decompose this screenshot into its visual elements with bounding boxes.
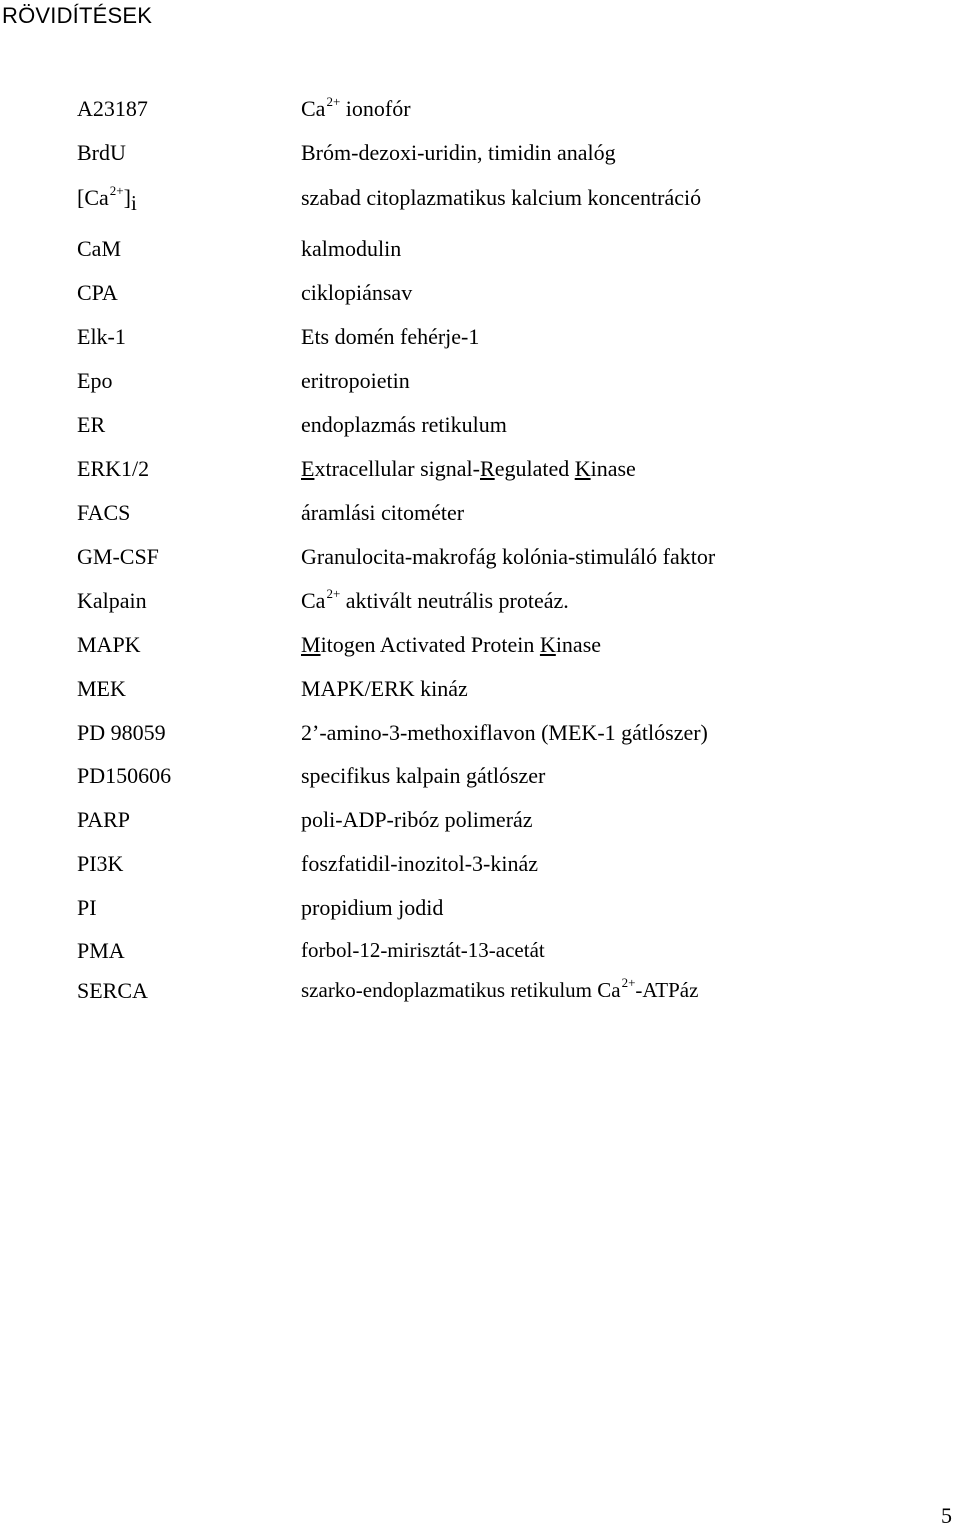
abbreviation-definition <box>301 588 569 614</box>
superscript: 2+ <box>109 183 124 198</box>
definition-text: inase <box>590 456 636 481</box>
abbreviation-term: PARP <box>77 807 131 832</box>
definition-text: itogen Activated Protein <box>320 632 540 657</box>
abbreviation-definition: endoplazmás retikulum <box>301 412 507 437</box>
underlined-letter: R <box>480 456 495 481</box>
abbreviation-term: MEK <box>77 676 126 701</box>
abbreviation-row <box>0 807 960 837</box>
abbreviation-row <box>0 632 960 662</box>
abbreviation-row <box>0 140 960 170</box>
underlined-letter: E <box>301 456 315 481</box>
underlined-letter: K <box>539 632 556 657</box>
abbreviation-term: GM-CSF <box>77 544 159 569</box>
abbreviation-row <box>0 96 960 126</box>
definition-text: ionofór <box>340 96 411 121</box>
abbreviation-definition <box>301 456 636 482</box>
page-title: RÖVIDÍTÉSEK <box>2 3 153 28</box>
page-number: 5 <box>941 1503 952 1528</box>
abbreviation-term: Elk-1 <box>77 324 126 349</box>
abbreviation-definition <box>301 632 601 658</box>
abbreviation-definition: Ets domén fehérje-1 <box>301 324 480 349</box>
definition-text: xtracellular signal- <box>314 456 480 481</box>
abbreviation-definition: szabad citoplazmatikus kalcium koncentráció <box>301 185 702 210</box>
abbreviation-term: ERK1/2 <box>77 456 150 481</box>
abbreviation-definition: MAPK/ERK kináz <box>301 676 468 701</box>
abbreviation-row <box>0 280 960 310</box>
abbreviation-term: ER <box>77 412 106 437</box>
abbreviation-term: CaM <box>77 236 121 261</box>
definition-text: inase <box>555 632 602 657</box>
term-text: ] <box>123 185 131 210</box>
abbreviation-term: PD150606 <box>77 763 172 788</box>
abbreviation-row <box>0 588 960 618</box>
definition-text: Ca <box>301 588 326 613</box>
abbreviation-term: PMA <box>77 938 125 963</box>
definition-text: -ATPáz <box>635 978 699 1002</box>
superscript: 2+ <box>326 586 341 601</box>
definition-text: egulated <box>494 456 575 481</box>
abbreviation-definition: 2’-amino-3-methoxiflavon (MEK-1 gátlószer) <box>301 720 708 745</box>
abbreviation-row <box>0 185 960 215</box>
abbreviation-definition: eritropoietin <box>301 368 410 393</box>
superscript: 2+ <box>326 94 341 109</box>
abbreviation-term: MAPK <box>77 632 141 657</box>
underlined-letter: K <box>574 456 591 481</box>
abbreviation-term: PI3K <box>77 851 124 876</box>
abbreviation-term: PI <box>77 895 97 920</box>
abbreviation-term: FACS <box>77 500 131 525</box>
abbreviation-term: SERCA <box>77 978 148 1003</box>
superscript: 2+ <box>621 975 636 990</box>
abbreviation-definition: Granulocita-makrofág kolónia-stimuláló faktor <box>301 544 716 569</box>
definition-text: Ca <box>301 96 326 121</box>
definition-text: aktivált neutrális proteáz. <box>340 588 569 613</box>
abbreviation-definition: ciklopiánsav <box>301 280 413 305</box>
abbreviation-row <box>0 412 960 442</box>
abbreviation-definition: áramlási citométer <box>301 500 465 525</box>
abbreviation-definition: foszfatidil-inozitol-3-kináz <box>301 851 539 876</box>
abbreviation-term: A23187 <box>77 96 148 121</box>
abbreviation-definition: specifikus kalpain gátlószer <box>301 763 546 788</box>
abbreviation-definition <box>301 96 411 122</box>
abbreviation-definition: propidium jodid <box>301 895 444 920</box>
abbreviation-definition: forbol-12-mirisztát-13-acetát <box>301 938 545 962</box>
abbreviation-definition <box>301 975 699 1003</box>
definition-text: szarko-endoplazmatikus retikulum Ca <box>301 978 621 1002</box>
abbreviation-row <box>0 720 960 750</box>
abbreviation-row <box>0 676 960 706</box>
abbreviation-term <box>77 183 137 215</box>
abbreviation-row <box>0 368 960 398</box>
abbreviation-row <box>0 236 960 266</box>
abbreviation-row <box>0 544 960 574</box>
abbreviation-term: PD 98059 <box>77 720 166 745</box>
abbreviation-term: Epo <box>77 368 113 393</box>
abbreviation-definition: Bróm-dezoxi-uridin, timidin analóg <box>301 140 616 165</box>
abbreviation-row <box>0 975 960 1008</box>
abbreviation-row <box>0 938 960 968</box>
abbreviation-term: Kalpain <box>77 588 147 613</box>
abbreviation-term: CPA <box>77 280 118 305</box>
abbreviation-row <box>0 324 960 354</box>
abbreviation-definition: poli-ADP-ribóz polimeráz <box>301 807 533 832</box>
underlined-letter: M <box>301 632 321 657</box>
abbreviation-row <box>0 500 960 530</box>
abbreviation-definition: kalmodulin <box>301 236 402 261</box>
abbreviation-row <box>0 895 960 925</box>
abbreviation-row <box>0 456 960 486</box>
abbreviation-row <box>0 763 960 793</box>
abbreviation-row <box>0 851 960 881</box>
term-text: [Ca <box>77 185 109 210</box>
subscript: i <box>130 191 137 215</box>
abbreviation-term: BrdU <box>77 140 126 165</box>
